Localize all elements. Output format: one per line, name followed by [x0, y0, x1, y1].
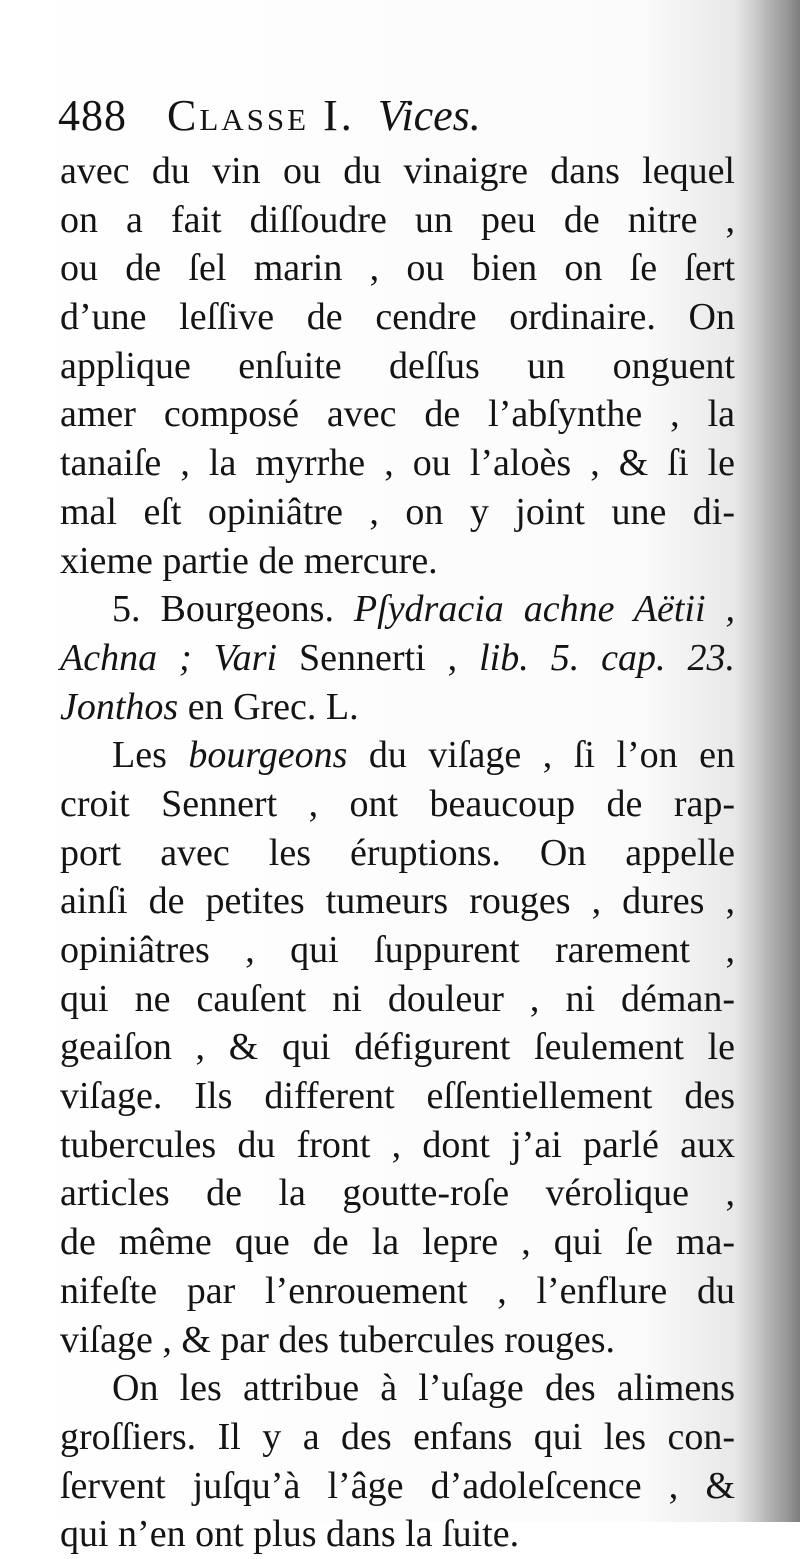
line-text: viſage , & par des tubercules rouges.: [60, 1318, 616, 1361]
text-line: [60, 439, 735, 488]
line-text: avec du vin ou du vinaigre dans lequel: [60, 150, 735, 192]
text-line: [60, 244, 735, 293]
line-text: de même que de la lepre , qui ſe ma-: [60, 1221, 735, 1264]
line-text: qui ne cauſent ni douleur , ni déman-: [60, 977, 735, 1020]
text-line: [60, 926, 735, 975]
line-text: Sennerti ,: [299, 636, 480, 679]
line-text: amer composé avec de l’abſynthe , la: [60, 393, 735, 436]
line-text: groſſiers. Il y a des enfans qui les con-: [60, 1415, 735, 1458]
line-text: Les: [112, 734, 189, 777]
line-text: 5. Bourgeons.: [112, 588, 354, 631]
text-line: [60, 1364, 735, 1413]
text-line: [60, 196, 735, 245]
page-header: [58, 86, 738, 146]
text-line: [60, 634, 735, 683]
line-text: tanaiſe , la myrrhe , ou l’aloès , & ſi le: [60, 442, 735, 485]
text-line: [60, 1169, 735, 1218]
text-line: [60, 342, 735, 391]
line-text: applique enſuite deſſus un onguent: [60, 344, 735, 387]
line-text: on a fait diſſoudre un peu de nitre ,: [60, 198, 735, 241]
line-text: croit Sennert , ont beaucoup de rap-: [60, 782, 735, 825]
text-line: [60, 683, 735, 732]
text-line: [60, 585, 735, 634]
italic-text: bourgeons: [188, 734, 348, 777]
italic-text: Pſydracia achne Aëtii ,: [353, 588, 735, 631]
italic-text: lib. 5. cap. 23.: [479, 636, 736, 679]
line-text: tubercules du front , dont j’ai parlé aux: [60, 1123, 735, 1166]
text-line: [60, 537, 735, 586]
line-text: qui n’en ont plus dans la ſuite.: [60, 1513, 520, 1556]
text-line: [60, 877, 735, 926]
line-text: d’une leſſive de cendre ordinaire. On: [60, 296, 735, 339]
text-line: [60, 390, 735, 439]
line-text: en Grec. L.: [187, 685, 359, 728]
line-text: xieme partie de mercure.: [60, 539, 438, 582]
line-text: du viſage , ſi l’on en: [347, 734, 735, 777]
text-line: [60, 147, 735, 196]
text-line: [60, 1072, 735, 1121]
text-line: [60, 293, 735, 342]
text-line: [60, 488, 735, 537]
line-text: nifeſte par l’enrouement , l’enflure du: [60, 1269, 735, 1312]
line-text: geaiſon , & qui défigurent ſeulement le: [60, 1026, 735, 1069]
line-text: mal eſt opiniâtre , on y joint une di-: [60, 490, 735, 533]
line-text: ſervent juſqu’à l’âge d’adoleſcence , &: [60, 1464, 735, 1507]
italic-text: Jonthos: [60, 685, 188, 728]
line-text: viſage. Ils different eſſentiellement des: [60, 1075, 735, 1118]
italic-text: Achna ; Vari: [60, 636, 300, 679]
text-line: [60, 780, 735, 829]
text-line: [60, 1462, 735, 1511]
line-text: opiniâtres , qui ſuppurent rarement ,: [60, 929, 735, 971]
page-edge-shadow: [758, 0, 800, 1522]
text-line: [60, 1218, 735, 1267]
text-line: [60, 1267, 735, 1316]
text-line: [60, 1316, 735, 1365]
body-text: [60, 147, 735, 1559]
line-text: articles de la goutte-roſe vérolique ,: [60, 1172, 735, 1215]
page-number: 488: [58, 91, 127, 140]
running-head-section: Vices.: [377, 91, 481, 140]
line-text: port avec les éruptions. On appelle: [60, 831, 735, 874]
text-line: [60, 1023, 735, 1072]
running-head: Classe I.: [167, 91, 355, 140]
line-text: ainſi de petites tumeurs rouges , dures ,: [60, 880, 735, 923]
text-line: [60, 731, 735, 780]
text-line: [60, 1121, 735, 1170]
text-line: [60, 829, 735, 878]
text-line: [60, 1510, 735, 1559]
text-line: [60, 1413, 735, 1462]
line-text: ou de ſel marin , ou bien on ſe ſert: [60, 247, 735, 290]
text-line: [60, 975, 735, 1024]
line-text: On les attribue à l’uſage des alimens: [112, 1367, 735, 1410]
